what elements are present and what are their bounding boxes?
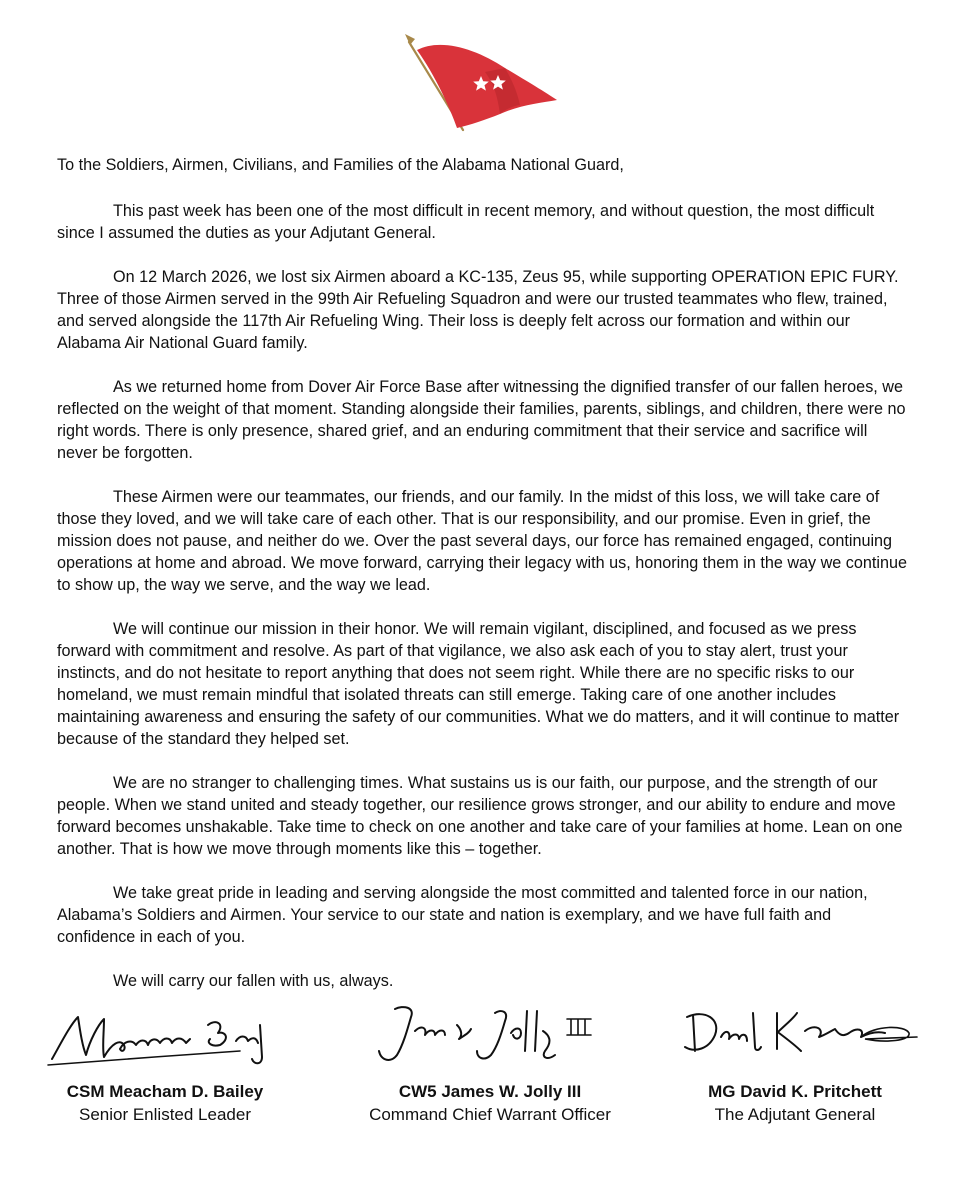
- paragraph: As we returned home from Dover Air Force Base after witnessing the dignified transfer of our fallen heroes, we reflected on the weight of that moment. Standing alongside their families, parents, siblings, and children, there were no right words. There is only presence, shared grief, and an enduring commitment that their service and sacrifice will never be forgotten.: [57, 378, 906, 462]
- signature-section: [0, 995, 960, 1145]
- handwritten-signature: [40, 995, 290, 1075]
- handwritten-signature: [345, 995, 635, 1075]
- handwritten-signature: [665, 995, 925, 1075]
- two-star-general-flag-icon: [395, 30, 570, 135]
- paragraph: We will continue our mission in their honor. We will remain vigilant, disciplined, and focused as we press forward with commitment and resolve. As part of that vigilance, we also ask each of you to stay alert, trust your instincts, and do not hesitate to report anything that does not seem right. While there are no specific risks to our homeland, we must remain mindful that isolated threats can still emerge. Taking care of one another includes maintaining awareness and ensuring the safety of our communities. What we do matters, and it will continue to matter because of the standard they helped set.: [57, 620, 900, 748]
- paragraph: We take great pride in leading and serving alongside the most committed and talented force in our nation, Alabama’s Soldiers and Airmen. Your service to our state and nation is exemplary, and we have full faith and confidence in each of you.: [57, 884, 868, 946]
- signatory-name: CW5 James W. Jolly III: [398, 1082, 582, 1101]
- signatory-title: The Adjutant General: [714, 1105, 876, 1124]
- salutation: To the Soldiers, Airmen, Civilians, and Families of the Alabama National Guard,: [57, 156, 624, 174]
- signatory-title: Command Chief Warrant Officer: [369, 1105, 611, 1124]
- signature-block-pritchett: [665, 995, 925, 1127]
- paragraph: These Airmen were our teammates, our friends, and our family. In the midst of this loss, we will take care of those they loved, and we will take care of each other. That is our responsibility, and our promise. Even in grief, the mission does not pause, and neither do we. Over the past several days, our force has remained engaged, continuing operations at home and abroad. We move forward, carrying their legacy with us, honoring them in the way we continue to show up, the way we serve, and the way we lead.: [57, 488, 908, 594]
- paragraph: This past week has been one of the most difficult in recent memory, and without question, the most difficult since I assumed the duties as your Adjutant General.: [57, 202, 875, 242]
- signature-block-jolly: [345, 995, 635, 1127]
- paragraph: On 12 March 2026, we lost six Airmen aboard a KC-135, Zeus 95, while supporting OPERATION EPIC FURY. Three of those Airmen served in the 99th Air Refueling Squadron and were our trusted teammates who flew, trained, and served alongside the 117th Air Refueling Wing. Their loss is deeply felt across our formation and within our Alabama Air National Guard family.: [57, 268, 899, 352]
- signatory-name: CSM Meacham D. Bailey: [66, 1082, 264, 1101]
- signatory-name: MG David K. Pritchett: [708, 1082, 882, 1101]
- signatory-title: Senior Enlisted Leader: [78, 1105, 251, 1124]
- letter-body: [57, 154, 910, 1014]
- paragraph: We are no stranger to challenging times. What sustains us is our faith, our purpose, and the strength of our people. When we stand united and steady together, our resilience grows stronger, and our ability to endure and move forward becomes unshakable. Take time to check on one another and take care of your families at home. Lean on one another. That is how we move through moments like this – together.: [57, 774, 903, 858]
- closing-line: We will carry our fallen with us, always.: [113, 972, 394, 990]
- signature-block-bailey: [40, 995, 290, 1127]
